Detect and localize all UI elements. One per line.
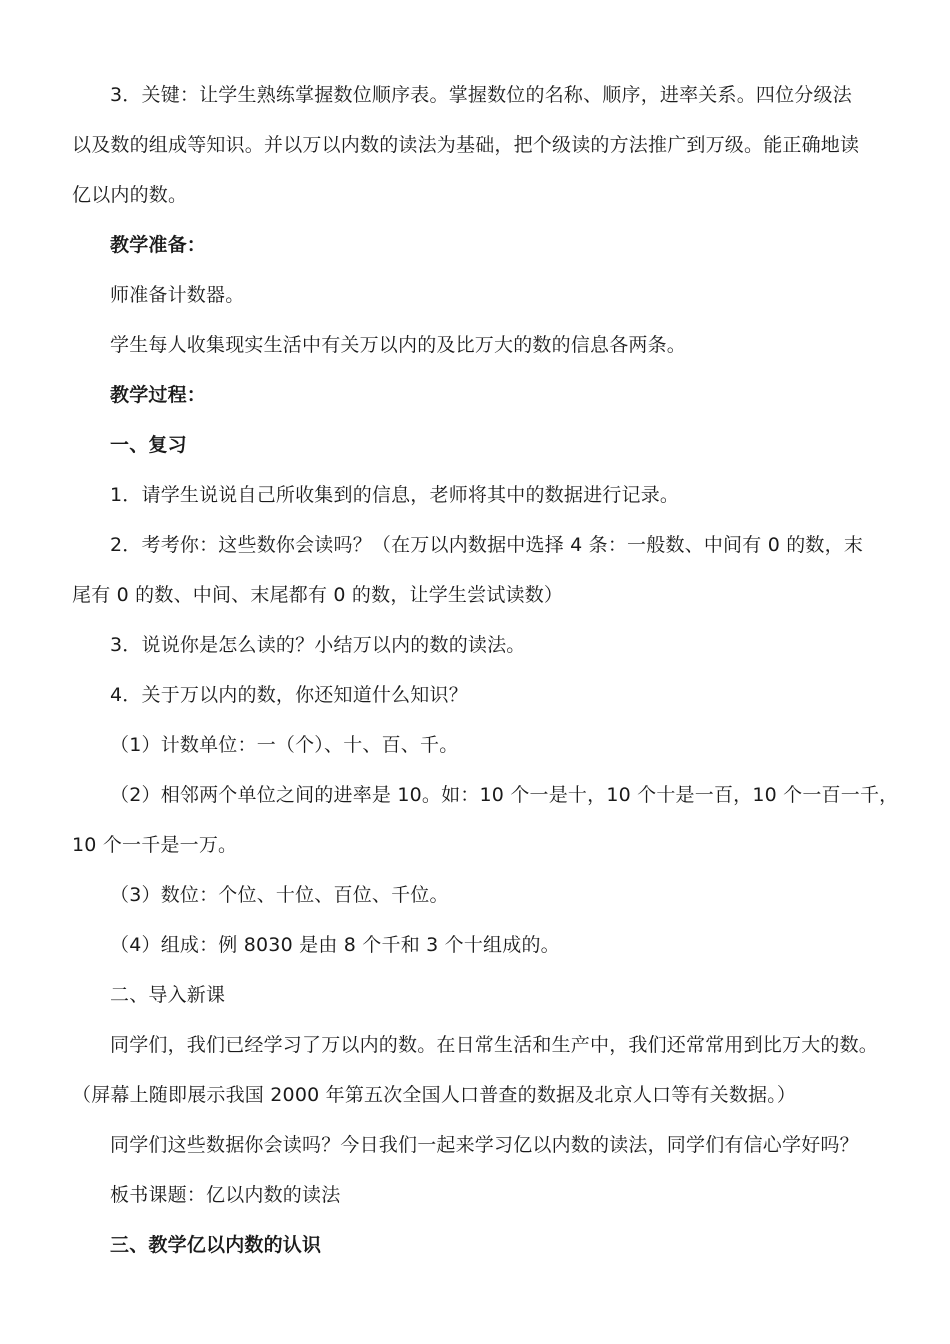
review-subitem-2-line-1: （2）相邻两个单位之间的进率是 10。如：10 个一是十，10 个十是一百，10 个一百一千， xyxy=(110,784,899,806)
paragraph-key-point-line-1: 3．关键：让学生熟练掌握数位顺序表。掌握数位的名称、顺序，进率关系。四位分级法 xyxy=(110,84,852,106)
review-item-4: 4．关于万以内的数，你还知道什么知识？ xyxy=(110,684,468,706)
heading-teaching-process: 教学过程： xyxy=(110,384,207,406)
review-subitem-3: （3）数位：个位、十位、百位、千位。 xyxy=(110,884,449,906)
review-item-3: 3．说说你是怎么读的？小结万以内的数的读法。 xyxy=(110,634,526,656)
review-subitem-4: （4）组成：例 8030 是由 8 个千和 3 个十组成的。 xyxy=(110,934,560,956)
section-heading-teaching: 三、教学亿以内数的认识 xyxy=(110,1234,322,1256)
new-lesson-paragraph-line-1: 同学们，我们已经学习了万以内的数。在日常生活和生产中，我们还常常用到比万大的数。 xyxy=(110,1034,879,1056)
review-subitem-1: （1）计数单位：一（个）、十、百、千。 xyxy=(110,734,459,756)
new-lesson-question: 同学们这些数据你会读吗？今日我们一起来学习亿以内数的读法，同学们有信心学好吗？ xyxy=(110,1134,859,1156)
blackboard-title: 板书课题：亿以内数的读法 xyxy=(110,1184,341,1206)
section-heading-review: 一、复习 xyxy=(110,434,187,456)
new-lesson-paragraph-line-2: （屏幕上随即展示我国 2000 年第五次全国人口普查的数据及北京人口等有关数据。） xyxy=(72,1084,797,1106)
review-subitem-2-line-2: 10 个一千是一万。 xyxy=(72,834,238,856)
section-heading-new-lesson: 二、导入新课 xyxy=(110,984,226,1006)
review-item-2-line-2: 尾有 0 的数、中间、末尾都有 0 的数，让学生尝试读数） xyxy=(72,584,564,606)
heading-teaching-preparation: 教学准备： xyxy=(110,234,207,256)
paragraph-key-point-line-2: 以及数的组成等知识。并以万以内数的读法为基础，把个级读的方法推广到万级。能正确地读 xyxy=(72,134,860,156)
review-item-2-line-1: 2．考考你：这些数你会读吗？（在万以内数据中选择 4 条：一般数、中间有 0 的数，末 xyxy=(110,534,864,556)
preparation-item-students: 学生每人收集现实生活中有关万以内的及比万大的数的信息各两条。 xyxy=(110,334,687,356)
paragraph-key-point-line-3: 亿以内的数。 xyxy=(72,184,188,206)
review-item-1: 1．请学生说说自己所收集到的信息，老师将其中的数据进行记录。 xyxy=(110,484,680,506)
preparation-item-teacher: 师准备计数器。 xyxy=(110,284,245,306)
